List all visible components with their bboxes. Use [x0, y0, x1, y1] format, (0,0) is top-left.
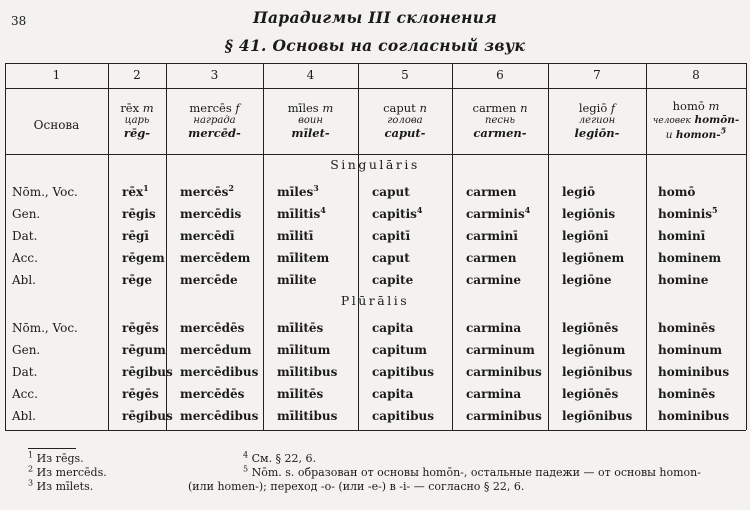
plural-form: rēgum [122, 343, 166, 357]
footnote: $^4$ См. § 22, 6. [243, 450, 317, 465]
plural-form: carminum [466, 343, 535, 357]
footnote-separator [28, 448, 76, 449]
gender-label: f [610, 101, 616, 115]
header-word: legiō f [578, 101, 616, 115]
plural-form: hominum [658, 343, 723, 357]
column-number: 5 [401, 68, 409, 82]
column-header [452, 92, 548, 150]
case-label: Nōm., Voc. [12, 321, 78, 335]
singular-form: hominem [658, 251, 722, 265]
column-header [108, 92, 166, 150]
header-meaning: воин [298, 115, 323, 126]
table-rule [5, 63, 746, 64]
plural-form: mercēdum [180, 343, 252, 357]
footnote: $^1$ Из rēgs. [28, 450, 84, 465]
header-word: caput n [383, 101, 427, 115]
singular-form: carmen [466, 251, 517, 265]
case-label: Gen. [12, 207, 41, 221]
column-number: 4 [306, 68, 315, 82]
singular-form: mercēdis [180, 207, 242, 221]
singular-form: legiōnī [562, 229, 609, 243]
singular-form: rēgem [122, 251, 165, 265]
singular-form: legiōnem [562, 251, 625, 265]
footnote-number: 3 [28, 478, 34, 488]
header-word: mercēs f [189, 101, 240, 115]
footnote: $^5$ Nōm. s. образован от основы homōn-, остальные падежи — от основы homon- [243, 464, 701, 479]
case-label: Acc. [12, 251, 38, 265]
plural-form: capitum [372, 343, 427, 357]
singular-form: mīles$^3$ [277, 183, 319, 199]
page-title: Парадигмы III склонения [253, 8, 497, 27]
plural-form: rēgibus [122, 409, 173, 423]
case-label: Dat. [12, 229, 38, 243]
table-rule [5, 154, 746, 155]
column-header [263, 92, 358, 150]
plural-form: rēgēs [122, 321, 159, 335]
plural-form: mercēdibus [180, 409, 259, 423]
plural-form: legiōnēs [562, 321, 619, 335]
footnote-mark: 3 [313, 183, 319, 193]
singular-form: capitis$^4$ [372, 205, 423, 221]
header-stem: carmen- [473, 126, 527, 140]
plural-form: mīlitēs [277, 387, 324, 401]
column-number: 2 [133, 68, 141, 82]
column-number: 1 [52, 68, 61, 82]
singular-form: capitī [372, 229, 411, 243]
plural-form: hominēs [658, 387, 716, 401]
column-number: 8 [692, 68, 700, 82]
stem-conjunction: и [665, 129, 676, 141]
plural-form: carmina [466, 387, 522, 401]
column-number: 7 [593, 68, 601, 82]
singular-form: mercēdī [180, 229, 235, 243]
page-number: 38 [11, 14, 27, 28]
plural-form: capita [372, 321, 414, 335]
case-label: Abl. [12, 273, 36, 287]
column-header [548, 92, 646, 150]
singular-form: rēgis [122, 207, 156, 221]
plural-form: capitibus [372, 365, 435, 379]
singular-form: homine [658, 273, 709, 287]
singular-form: mīlitem [277, 251, 330, 265]
plural-form: capitibus [372, 409, 435, 423]
footnote-continuation: (или homen-); переход -o- (или -e-) в -i- — согласно § 22, 6. [188, 480, 525, 493]
plural-form: mercēdēs [180, 387, 245, 401]
footnote-number: 5 [243, 464, 249, 474]
header-word: homō m [672, 99, 720, 113]
footnote-mark: 4 [320, 205, 326, 215]
footnote-number: 1 [28, 450, 34, 460]
table-rule [5, 88, 746, 89]
singular-form: carminī [466, 229, 518, 243]
footnote: $^3$ Из mīlets. [28, 478, 94, 493]
singular-form: carmine [466, 273, 522, 287]
case-label: Dat. [12, 365, 38, 379]
header-stem: mercēd- [188, 126, 241, 140]
plural-form: rēgibus [122, 365, 173, 379]
plural-form: legiōnēs [562, 387, 619, 401]
plural-form: capita [372, 387, 414, 401]
column-header [358, 92, 452, 150]
plural-form: mercēdibus [180, 365, 259, 379]
plural-form: carminibus [466, 409, 542, 423]
column-number: 6 [496, 68, 504, 82]
plural-form: legiōnibus [562, 409, 633, 423]
footnote-mark: 2 [228, 183, 234, 193]
header-stem: mīlet- [291, 126, 330, 140]
singular-form: carminis$^4$ [466, 205, 531, 221]
plural-form: legiōnum [562, 343, 626, 357]
header-meaning: легион [578, 115, 616, 126]
singular-form: rēge [122, 273, 152, 287]
gender-label: m [708, 99, 720, 113]
footnote-mark: 4 [416, 205, 423, 215]
plural-form: carminibus [466, 365, 542, 379]
singular-form: mercēdem [180, 251, 251, 265]
header-stem: человек homōn- [652, 114, 740, 126]
singular-form: mīlitis$^4$ [277, 205, 326, 221]
header-meaning: царь [124, 115, 150, 126]
singular-form: mercēde [180, 273, 238, 287]
header-word: carmen n [472, 101, 528, 115]
singular-form: mīlitī [277, 229, 314, 243]
singular-form: legiō [562, 185, 596, 199]
case-label: Acc. [12, 387, 38, 401]
plural-form: carmina [466, 321, 522, 335]
plural-form: legiōnibus [562, 365, 633, 379]
plural-form: mīlitibus [277, 409, 338, 423]
gender-label: m [142, 101, 154, 115]
header-meaning: награда [193, 115, 236, 126]
footnote-mark: 4 [524, 205, 531, 215]
plural-form: mercēdēs [180, 321, 245, 335]
header-stem: rēg- [123, 126, 151, 140]
header-meaning: голова [387, 115, 423, 126]
singular-form: caput [372, 251, 410, 265]
case-label: Nōm., Voc. [12, 185, 78, 199]
singular-form: hominī [658, 229, 706, 243]
gender-label: n [419, 101, 427, 115]
header-stem-alt: и homon-$^5$ [665, 125, 727, 141]
section-plural: Plūrālis [340, 293, 410, 308]
gender-label: n [520, 101, 528, 115]
footnote-mark: 5 [720, 125, 727, 136]
plural-form: hominibus [658, 365, 730, 379]
case-label: Gen. [12, 343, 41, 357]
stem-label: Основа [33, 118, 80, 132]
plural-form: hominibus [658, 409, 730, 423]
singular-form: mercēs$^2$ [180, 183, 234, 199]
singular-form: legiōnis [562, 207, 616, 221]
column-header [646, 92, 746, 150]
singular-form: hominis$^5$ [658, 205, 718, 221]
footnote: $^2$ Из mercēds. [28, 464, 107, 479]
singular-form: rēx$^1$ [122, 183, 149, 199]
table-rule [5, 430, 746, 431]
plural-form: rēgēs [122, 387, 159, 401]
section-singular: Singulāris [330, 157, 420, 172]
case-label: Abl. [12, 409, 36, 423]
gender-label: m [322, 101, 334, 115]
column-header [166, 92, 263, 150]
header-word: mīles m [287, 101, 334, 115]
header-stem: legiōn- [574, 126, 620, 140]
singular-form: mīlite [277, 273, 317, 287]
singular-form: capite [372, 273, 414, 287]
footnote-number: 2 [28, 464, 34, 474]
plural-form: hominēs [658, 321, 716, 335]
singular-form: legiōne [562, 273, 612, 287]
column-number: 3 [210, 68, 219, 82]
plural-form: mīlitum [277, 343, 331, 357]
column-rule [746, 63, 747, 430]
singular-form: caput [372, 185, 410, 199]
footnote-mark: 5 [712, 205, 718, 215]
singular-form: rēgī [122, 229, 149, 243]
header-stem: caput- [384, 126, 426, 140]
header-meaning: песнь [485, 115, 515, 126]
plural-form: mīlitibus [277, 365, 338, 379]
section-title: § 41. Основы на согласный звук [224, 36, 526, 55]
gender-label: f [235, 101, 240, 115]
footnote-mark: 1 [143, 183, 149, 193]
singular-form: carmen [466, 185, 517, 199]
plural-form: mīlitēs [277, 321, 324, 335]
header-meaning-inline: человек [652, 116, 691, 126]
footnote-number: 4 [243, 450, 249, 460]
header-word: rēx m [120, 101, 154, 115]
singular-form: homō [658, 185, 696, 199]
